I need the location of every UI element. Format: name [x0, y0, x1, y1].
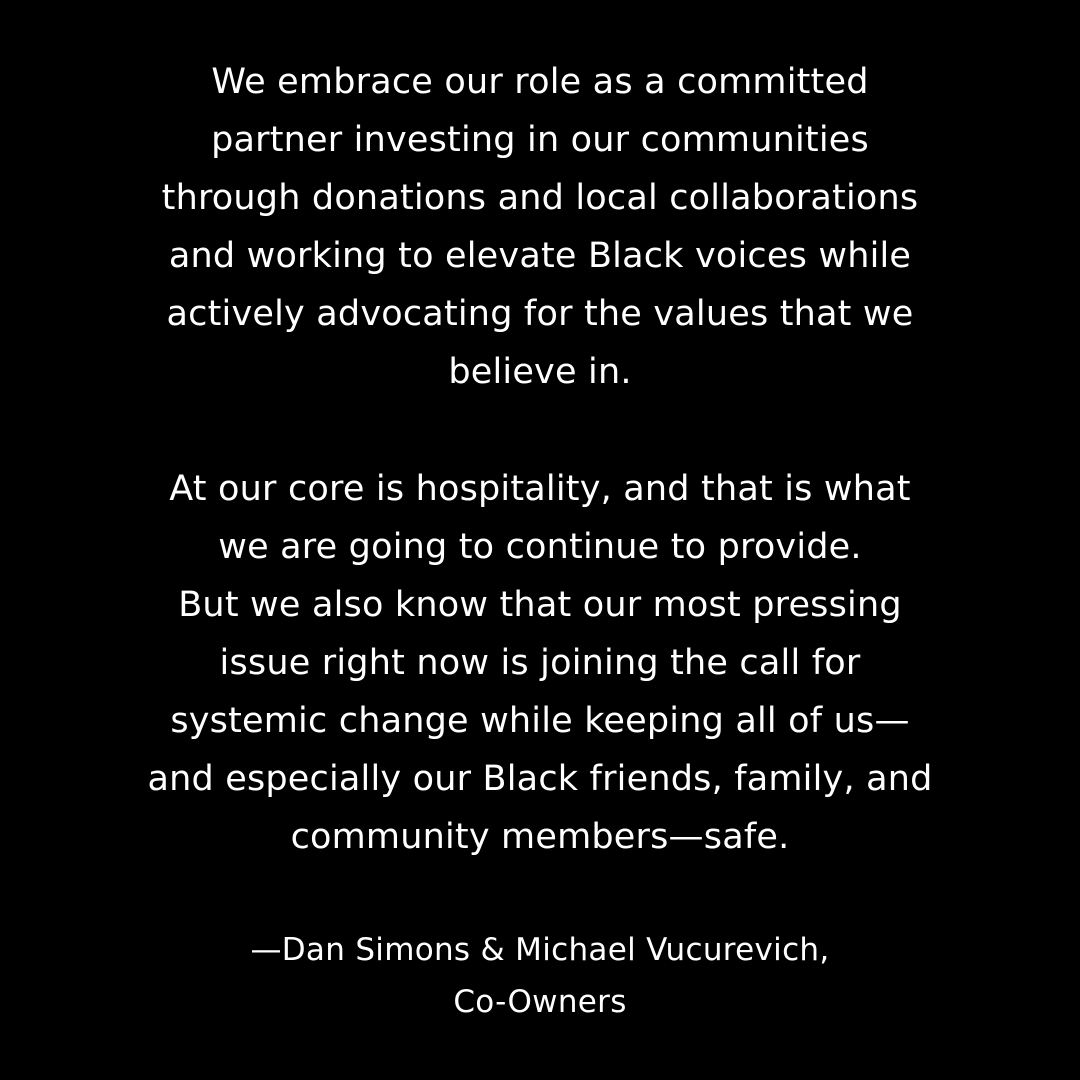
- paragraph-1-line: and working to elevate Black voices while: [168, 236, 912, 276]
- paragraph-2-line: systemic change while keeping all of us—: [170, 701, 910, 741]
- paragraph-1-line: We embrace our role as a committed: [211, 62, 869, 102]
- paragraph-1-line: actively advocating for the values that we: [166, 294, 914, 334]
- paragraph-2-line: community members—safe.: [290, 817, 790, 857]
- paragraph-1-line: through donations and local collaborations: [161, 178, 919, 218]
- attribution-title: Co-Owners: [453, 984, 627, 1020]
- paragraph-2-line: But we also know that our most pressing: [178, 585, 902, 625]
- paragraph-2-line: and especially our Black friends, family, and: [147, 759, 933, 799]
- paragraph-2-line: we are going to continue to provide.: [218, 527, 862, 567]
- attribution-names: —Dan Simons & Michael Vucurevich,: [250, 932, 830, 968]
- paragraph-2-line: At our core is hospitality, and that is what: [169, 469, 911, 509]
- paragraph-1-line: partner investing in our communities: [211, 120, 869, 160]
- paragraph-2-line: issue right now is joining the call for: [219, 643, 861, 683]
- paragraph-1-line: believe in.: [448, 352, 632, 392]
